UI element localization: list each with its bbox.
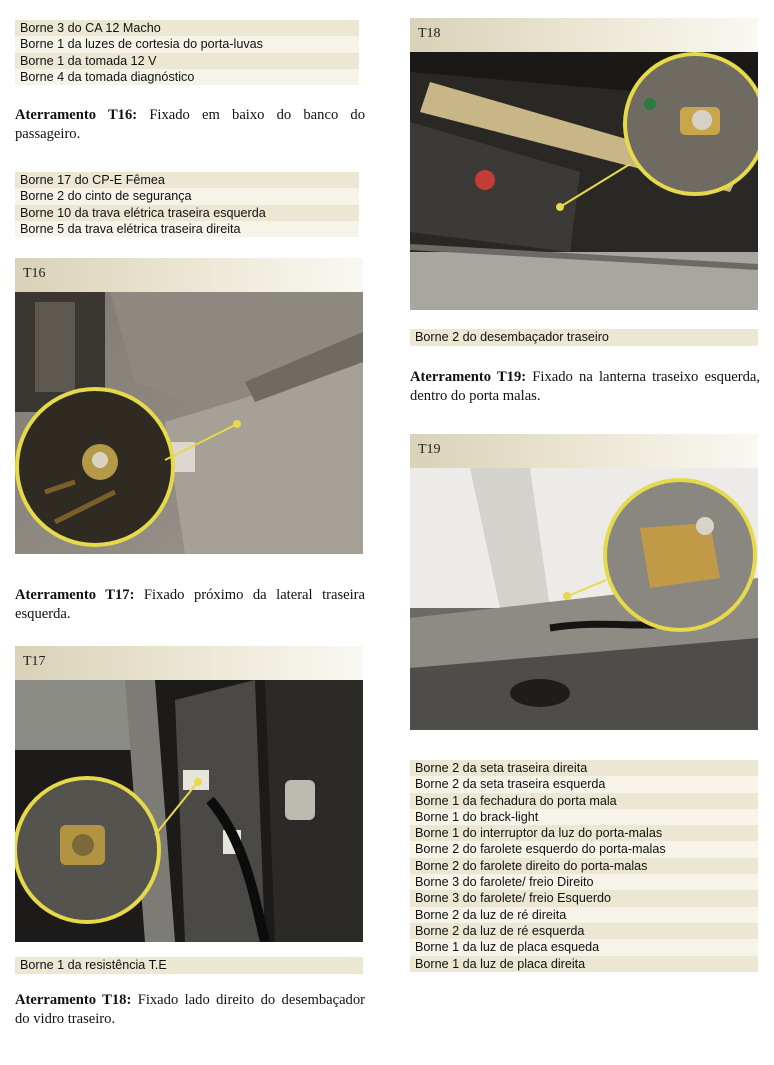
- table-t16: [15, 172, 359, 237]
- table-t19: [410, 760, 758, 972]
- table-row: Borne 1 da luzes de cortesia do porta-luvas: [15, 36, 359, 52]
- table-row: Borne 4 da tomada diagnóstico: [15, 69, 359, 85]
- figure-t18-photo: [410, 52, 758, 310]
- table-row: Borne 1 da luz de placa esqueda: [410, 939, 758, 955]
- table-row: Borne 1 do interruptor da luz do porta-malas: [410, 825, 758, 841]
- table-row: Borne 2 da luz de ré esquerda: [410, 923, 758, 939]
- figure-t19: [410, 434, 758, 730]
- table-row: Borne 2 da seta traseira direita: [410, 760, 758, 776]
- table-row: Borne 2 da luz de ré direita: [410, 907, 758, 923]
- paragraph-t16-title: Aterramento T16:: [15, 107, 138, 123]
- paragraph-t17-body: Fixado próximo da lateral traseira esquerda.: [15, 587, 366, 622]
- figure-t17-photo: [15, 680, 363, 942]
- table-row: Borne 5 da trava elétrica traseira direita: [15, 221, 359, 237]
- table-row: Borne 3 do CA 12 Macho: [15, 20, 359, 36]
- paragraph-t18-title: Aterramento T18:: [15, 992, 132, 1008]
- table-row: Borne 1 da fechadura do porta mala: [410, 793, 758, 809]
- figure-t16-title: T16: [15, 258, 363, 292]
- table-row: Borne 2 do cinto de segurança: [15, 188, 359, 204]
- paragraph-t17-title: Aterramento T17:: [15, 587, 135, 603]
- figure-t17-title: T17: [15, 646, 363, 680]
- paragraph-t18-body: Fixado lado direito do desembaçador do vidro traseiro.: [15, 992, 366, 1027]
- figure-t16: [15, 258, 363, 554]
- paragraph-t19-body: Fixado na lanterna traseixo esquerda, dentro do porta malas.: [410, 369, 761, 404]
- table-row: Borne 1 da luz de placa direita: [410, 956, 758, 972]
- paragraph-t18: [15, 991, 365, 1029]
- table-top: [15, 20, 359, 85]
- paragraph-t16-body: Fixado em baixo do banco do passageiro.: [15, 107, 366, 142]
- figure-t19-title: T19: [410, 434, 758, 468]
- paragraph-t19: [410, 368, 760, 406]
- table-row: Borne 3 do farolete/ freio Esquerdo: [410, 890, 758, 906]
- paragraph-t19-title: Aterramento T19:: [410, 369, 527, 385]
- table-row: Borne 2 do farolete direito do porta-malas: [410, 858, 758, 874]
- table-row: Borne 2 da seta traseira esquerda: [410, 776, 758, 792]
- table-row: Borne 2 do farolete esquerdo do porta-malas: [410, 841, 758, 857]
- figure-t19-photo: [410, 468, 758, 730]
- table-row: Borne 1 da tomada 12 V: [15, 53, 359, 69]
- paragraph-t17: [15, 586, 365, 624]
- figure-t17-caption: Borne 1 da resistência T.E: [15, 957, 363, 974]
- table-row: Borne 3 do farolete/ freio Direito: [410, 874, 758, 890]
- figure-t16-photo: [15, 292, 363, 554]
- figure-t18-caption: Borne 2 do desembaçador traseiro: [410, 329, 758, 346]
- table-row: Borne 10 da trava elétrica traseira esquerda: [15, 205, 359, 221]
- figure-t17: [15, 646, 363, 942]
- table-row: Borne 17 do CP-E Fêmea: [15, 172, 359, 188]
- table-row: Borne 1 do brack-light: [410, 809, 758, 825]
- paragraph-t16: [15, 106, 365, 144]
- figure-t18: [410, 18, 758, 310]
- figure-t18-title: T18: [410, 18, 758, 52]
